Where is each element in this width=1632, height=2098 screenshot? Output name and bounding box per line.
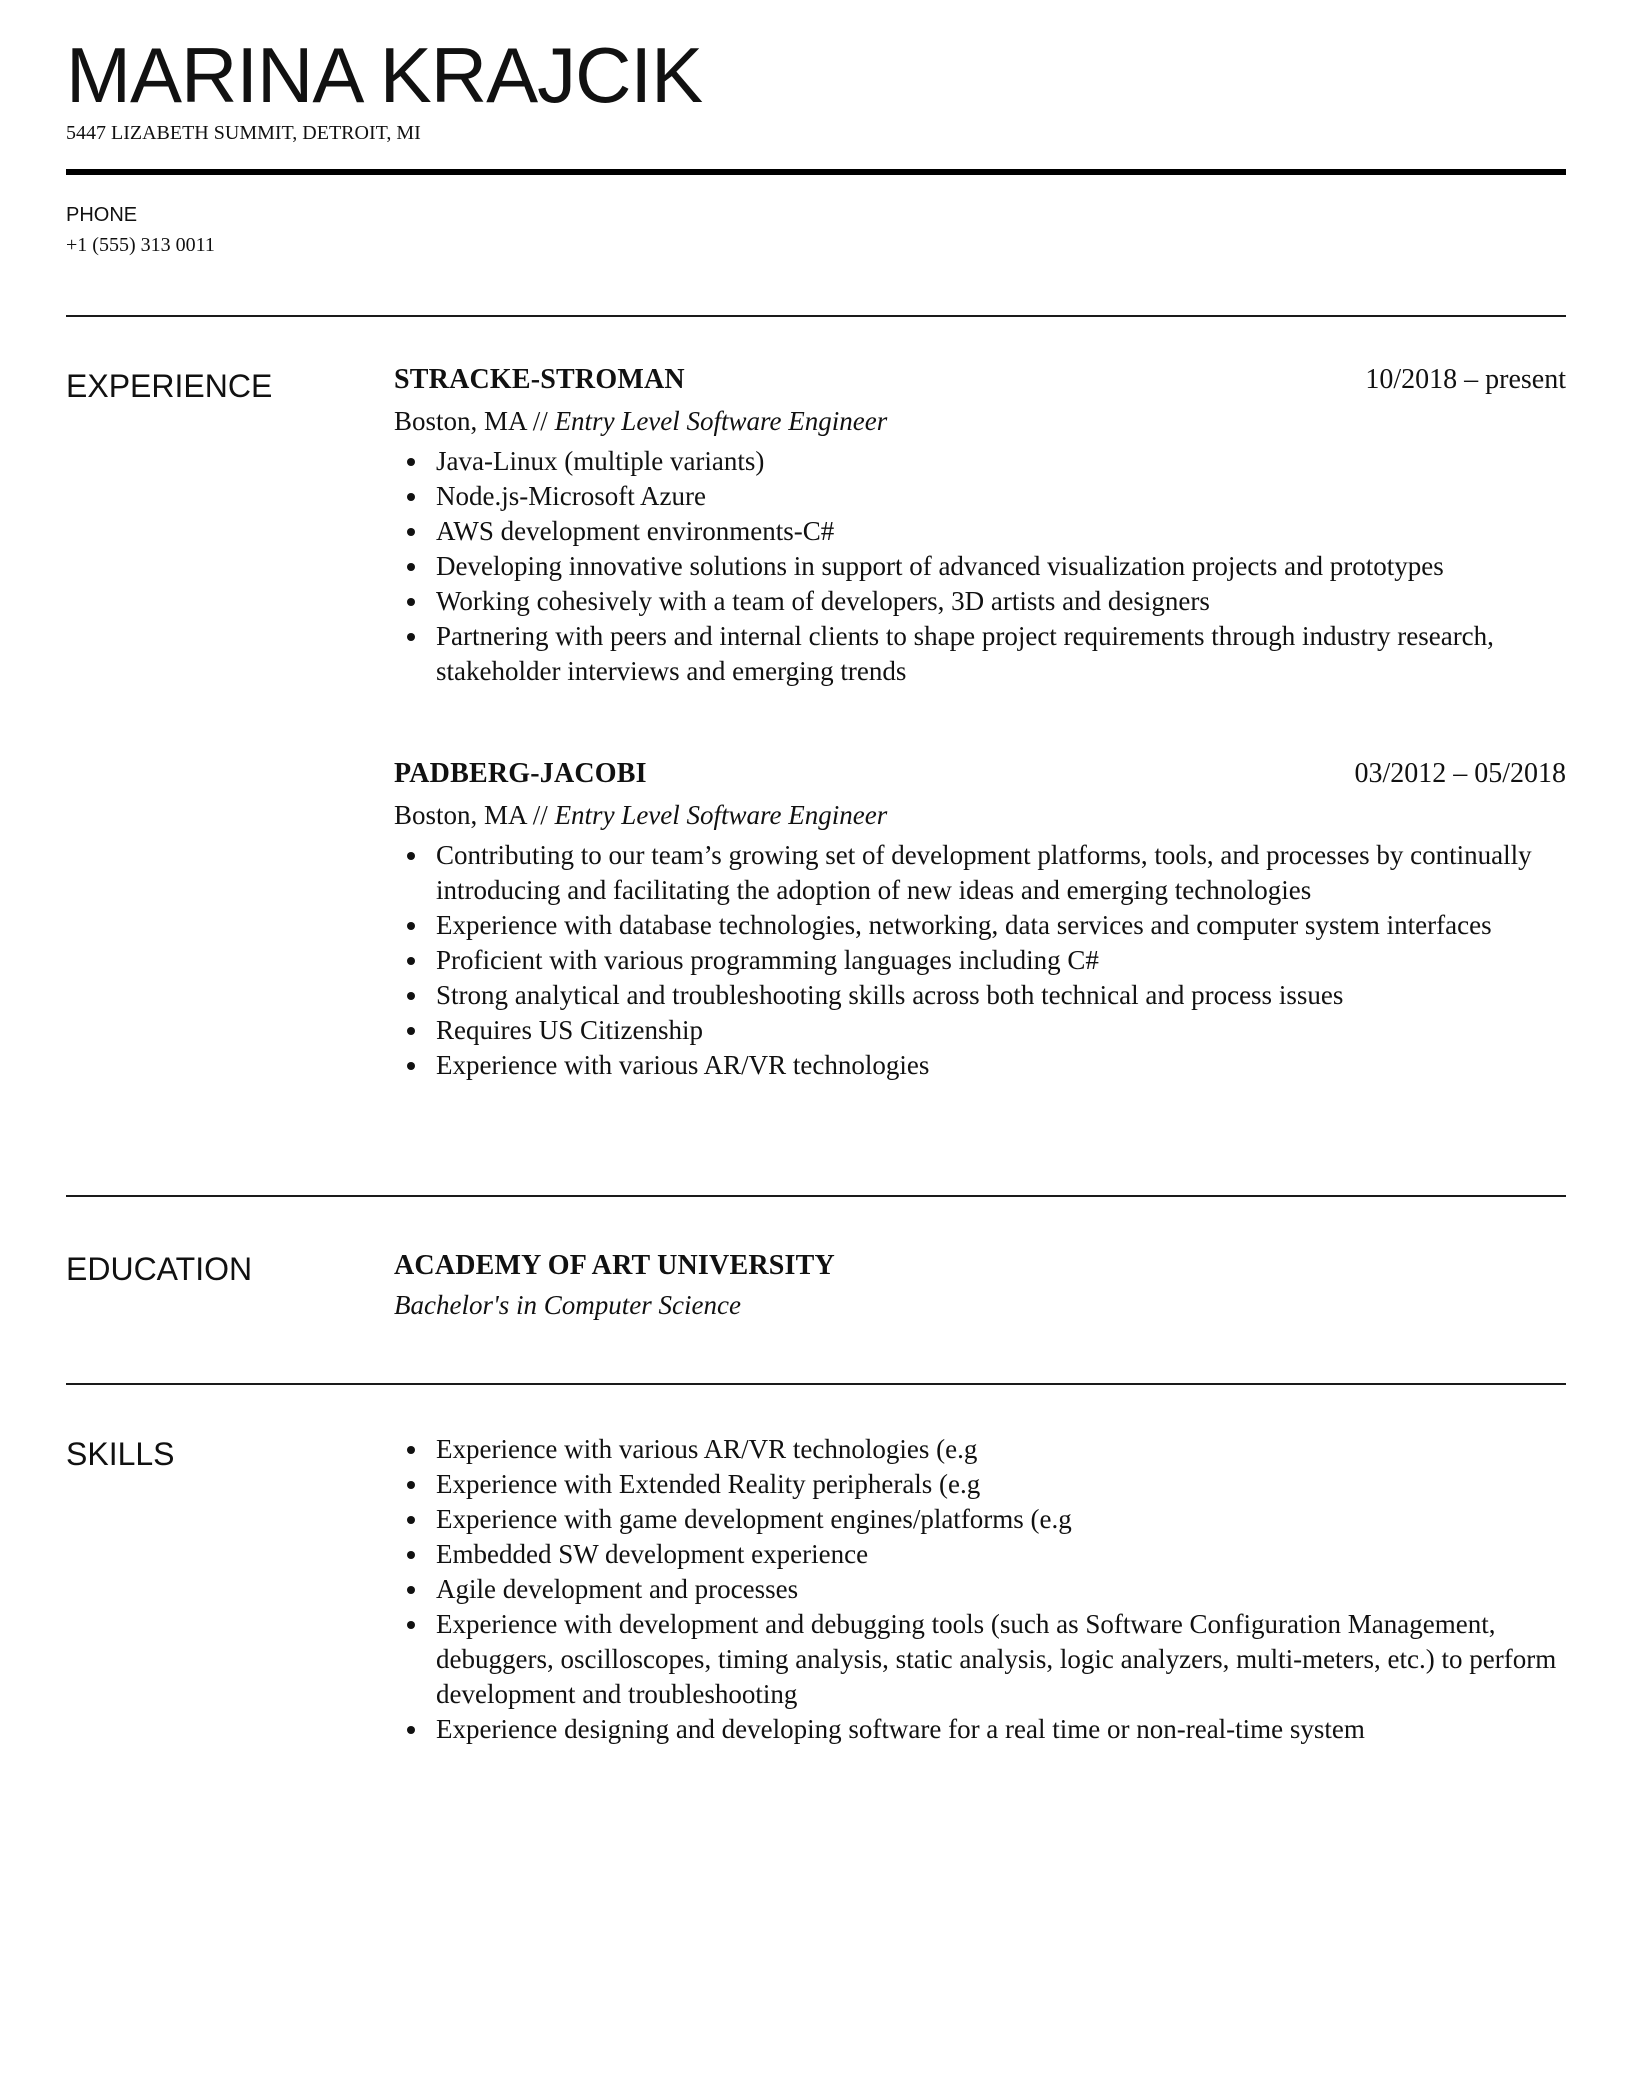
skill-text: Embedded SW development experience [436, 1539, 869, 1569]
job-bullet-text: Developing innovative solutions in support of advanced visualization projects and prototypes [436, 551, 1444, 581]
skill-text: Experience with Extended Reality peripherals (e.g [436, 1469, 981, 1499]
education-section-title: EDUCATION [66, 1251, 253, 1287]
experience-divider [66, 1195, 1566, 1197]
job-bullet [436, 908, 1566, 943]
header-divider [66, 169, 1566, 175]
bullet-icon [407, 1586, 415, 1594]
skill-text: Experience with various AR/VR technologies (e.g [436, 1434, 978, 1464]
job-role: Entry Level Software Engineer [554, 406, 888, 436]
skill-item [436, 1432, 1566, 1467]
bullet-icon [407, 563, 415, 571]
job-bullet [436, 1048, 1566, 1083]
job-entry [394, 362, 1566, 689]
skill-item [436, 1712, 1566, 1747]
skills-section-title: SKILLS [66, 1436, 175, 1472]
education-entry [394, 1246, 1566, 1324]
skill-item [436, 1607, 1566, 1712]
job-bullet [436, 444, 1566, 479]
job-bullet-text: Proficient with various programming languages including C# [436, 945, 1099, 975]
bullet-icon [407, 598, 415, 606]
skill-text: Experience with game development engines/platforms (e.g [436, 1504, 1072, 1534]
experience-section-title: EXPERIENCE [66, 368, 273, 404]
job-bullet [436, 1013, 1566, 1048]
job-bullet [436, 943, 1566, 978]
job-bullet-text: Experience with database technologies, networking, data services and computer system interfaces [436, 910, 1492, 940]
phone-value: +1 (555) 313 0011 [66, 234, 215, 256]
candidate-name: MARINA KRAJCIK [66, 31, 703, 119]
job-bullet-list [394, 838, 1566, 1083]
bullet-icon [407, 1062, 415, 1070]
job-company: STRACKE-STROMAN [394, 364, 685, 395]
bullet-icon [407, 1551, 415, 1559]
job-bullet-text: Strong analytical and troubleshooting skills across both technical and process issues [436, 980, 1344, 1010]
bullet-icon [407, 1027, 415, 1035]
skills-list [394, 1432, 1566, 1747]
education-degree: Bachelor's in Computer Science [394, 1290, 741, 1320]
skill-item [436, 1467, 1566, 1502]
bullet-icon [407, 633, 415, 641]
job-bullet-list [394, 444, 1566, 689]
skill-item [436, 1537, 1566, 1572]
job-company: PADBERG-JACOBI [394, 758, 647, 789]
job-role: Entry Level Software Engineer [554, 800, 888, 830]
job-separator: // [532, 406, 548, 436]
bullet-icon [407, 1481, 415, 1489]
bullet-icon [407, 852, 415, 860]
bullet-icon [407, 1516, 415, 1524]
bullet-icon [407, 992, 415, 1000]
job-bullet-text: Partnering with peers and internal clients to shape project requirements through industry research, stakeholder interviews and emerging trends [436, 621, 1494, 686]
job-separator: // [532, 800, 548, 830]
job-entry [394, 756, 1566, 1083]
bullet-icon [407, 1621, 415, 1629]
job-bullet [436, 479, 1566, 514]
job-location: Boston, MA [394, 406, 527, 436]
skill-item [436, 1572, 1566, 1607]
bullet-icon [407, 1726, 415, 1734]
skill-item [436, 1502, 1566, 1537]
bullet-icon [407, 493, 415, 501]
job-bullet-text: Working cohesively with a team of developers, 3D artists and designers [436, 586, 1210, 616]
candidate-address: 5447 LIZABETH SUMMIT, DETROIT, MI [66, 122, 421, 144]
job-bullet [436, 978, 1566, 1013]
education-school: ACADEMY OF ART UNIVERSITY [394, 1250, 835, 1281]
job-bullet-text: AWS development environments-C# [436, 516, 835, 546]
bullet-icon [407, 458, 415, 466]
job-bullet [436, 838, 1566, 908]
job-bullet-text: Java-Linux (multiple variants) [436, 446, 765, 476]
bullet-icon [407, 957, 415, 965]
contact-divider [66, 315, 1566, 317]
skill-text: Experience designing and developing software for a real time or non-real-time system [436, 1714, 1365, 1744]
education-divider [66, 1383, 1566, 1385]
skills-entry [394, 1432, 1566, 1747]
phone-label: PHONE [66, 204, 138, 226]
job-bullet [436, 619, 1566, 689]
job-bullet [436, 514, 1566, 549]
bullet-icon [407, 922, 415, 930]
bullet-icon [407, 528, 415, 536]
job-bullet-text: Experience with various AR/VR technologies [436, 1050, 930, 1080]
job-bullet [436, 584, 1566, 619]
skill-text: Agile development and processes [436, 1574, 799, 1604]
bullet-icon [407, 1446, 415, 1454]
job-dates: 03/2012 – 05/2018 [1354, 758, 1566, 789]
job-bullet-text: Requires US Citizenship [436, 1015, 703, 1045]
job-bullet [436, 549, 1566, 584]
job-location: Boston, MA [394, 800, 527, 830]
job-bullet-text: Contributing to our team’s growing set of development platforms, tools, and processes by continually introducing and facilitating the adoption of new ideas and emerging technologies [436, 840, 1532, 905]
job-dates: 10/2018 – present [1365, 364, 1566, 395]
job-bullet-text: Node.js-Microsoft Azure [436, 481, 706, 511]
skill-text: Experience with development and debugging tools (such as Software Configuration Management, debuggers, oscilloscopes, timing analysis, static analysis, logic analyzers, multi-meters, etc.) to perform development and troubleshooting [436, 1609, 1557, 1709]
